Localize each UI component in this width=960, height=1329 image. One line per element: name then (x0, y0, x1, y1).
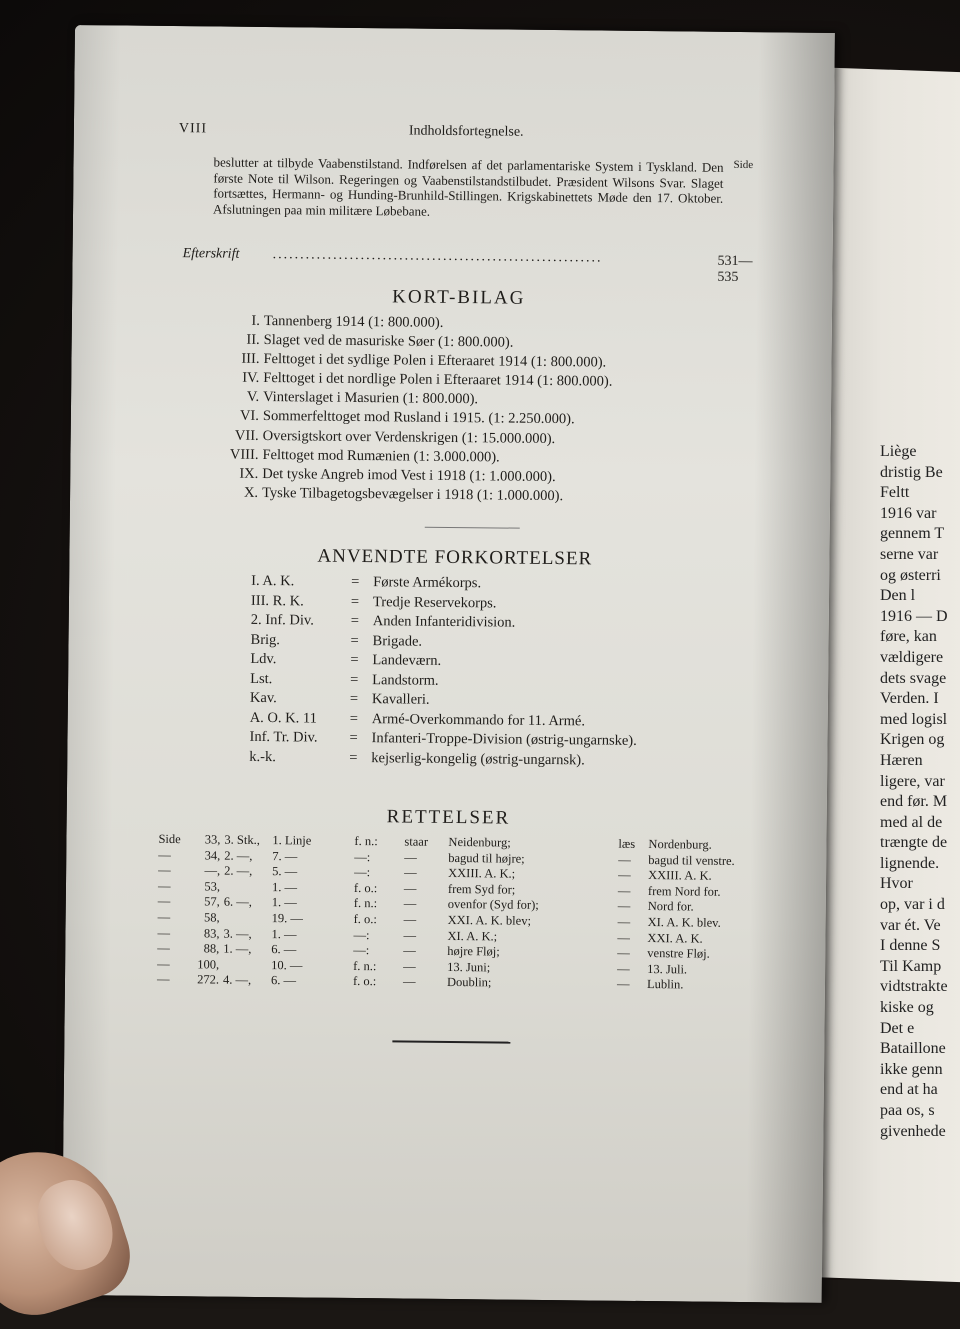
map-number: I. (220, 312, 260, 332)
equals-sign: = (350, 631, 358, 651)
errata-line: 1. Linje (272, 833, 312, 849)
facing-page-line: Til Kamp (880, 957, 960, 978)
errata-read-as: — (617, 961, 657, 977)
errata-side: — (158, 863, 188, 879)
errata-wrong-text: XI. A. K.; (447, 929, 617, 946)
abbreviation: I. A. K. (251, 572, 294, 592)
map-title: Oversigtskort over Verdenskrigen (1: 15.000.000). (263, 427, 556, 449)
equals-sign: = (351, 612, 359, 632)
errata-read-as: — (618, 915, 658, 931)
rettelser-heading: RETTELSER (387, 806, 511, 829)
book-page (62, 25, 835, 1303)
errata-line: 7. — (272, 849, 312, 865)
errata-reads: staar (404, 834, 454, 850)
facing-page-line: ligere, var (880, 772, 960, 793)
leader-dots: ............................................................ (273, 247, 713, 268)
facing-page-line: op, var i d (880, 895, 960, 916)
abbreviation-meaning: kejserlig-kongelig (østrig-ungarnsk). (371, 749, 585, 771)
errata-correct-text: Nordenburg. (648, 837, 828, 854)
facing-page-line: trængte de (880, 833, 960, 854)
end-rule (392, 1040, 510, 1043)
facing-page-line: givenhede (880, 1122, 960, 1143)
carryover-paragraph: beslutter at tilbyde Vaabenstilstand. Indførelsen af det parlamentariske System i Tyskland. Den første Note til Wilson. Regeringen og Vaabenstilstandstilbudet. Præsident Wilsons Svar. Slaget fortsættes, Hermann- og Hunding-Brunhild-Stillingen. Krigskabinettets Møde den 17. Oktober. Afslutningen paa min militære Løbebane. (213, 154, 724, 221)
map-number: V. (219, 388, 259, 408)
errata-paragraph: 3. —, (223, 926, 263, 942)
errata-reads: — (404, 881, 454, 897)
facing-page-line: Feltt (880, 483, 960, 504)
facing-page-line: og østerri (880, 566, 960, 587)
facing-page-line: Det e (880, 1019, 960, 1040)
errata-side: — (158, 894, 188, 910)
abbreviation: 2. Inf. Div. (251, 611, 314, 631)
errata-position: f. n.: (354, 834, 398, 850)
errata-position: f. n.: (353, 959, 397, 975)
errata-wrong-text: Doublin; (447, 975, 617, 992)
errata-paragraph: 2. —, (224, 848, 264, 864)
abbreviation: Kav. (250, 689, 277, 709)
facing-page-text (880, 442, 960, 1142)
errata-position: —: (353, 943, 397, 959)
abbreviation-meaning: Landeværn. (372, 651, 441, 671)
errata-wrong-text: højre Fløj; (447, 944, 617, 961)
errata-reads: — (403, 975, 453, 991)
errata-correct-text: XI. A. K. blev. (648, 915, 828, 932)
errata-position: —: (354, 850, 398, 866)
abbreviation: A. O. K. 11 (250, 708, 317, 728)
facing-page-line: Verden. I (880, 689, 960, 710)
errata-side: — (158, 879, 188, 895)
facing-page-line: Den l (880, 586, 960, 607)
errata-line: 1. — (272, 880, 312, 896)
errata-correct-text: Lublin. (647, 977, 827, 994)
errata-position: f. o.: (354, 881, 398, 897)
errata-wrong-text: 13. Juni; (447, 960, 617, 977)
map-title: Felttoget i det nordlige Polen i Efteraaret 1914 (1: 800.000). (263, 369, 612, 392)
errata-wrong-text: Neidenburg; (448, 835, 618, 852)
facing-page-line: dets svage (880, 669, 960, 690)
errata-paragraph: 2. —, (224, 864, 264, 880)
facing-page-line: Liège (880, 442, 960, 463)
errata-line: 6. — (271, 942, 311, 958)
equals-sign: = (350, 690, 358, 710)
errata-position: —: (354, 865, 398, 881)
errata-reads: — (404, 850, 454, 866)
abbreviation-meaning: Brigade. (372, 632, 422, 652)
errata-page: 58, (186, 910, 220, 926)
errata-paragraph: 1. —, (223, 942, 263, 958)
errata-wrong-text: frem Syd for; (448, 882, 618, 899)
errata-read-as: — (618, 868, 658, 884)
facing-page-line: var ét. Ve (880, 916, 960, 937)
facing-page-line: føre, kan (880, 627, 960, 648)
errata-wrong-text: XXI. A. K. blev; (448, 913, 618, 930)
errata-position: f. o.: (354, 912, 398, 928)
abbreviation-meaning: Kavalleri. (372, 690, 430, 710)
map-number: IX. (218, 464, 258, 484)
equals-sign: = (349, 748, 357, 768)
facing-page-line: I denne S (880, 936, 960, 957)
map-title: Felttoget i det sydlige Polen i Efteraaret 1914 (1: 800.000). (263, 350, 606, 373)
errata-page: —, (186, 863, 220, 879)
facing-page-line: end før. M (880, 792, 960, 813)
abbreviation: III. R. K. (251, 591, 304, 611)
errata-page: 100, (185, 957, 219, 973)
map-number: VII. (219, 426, 259, 446)
errata-page: 88, (185, 941, 219, 957)
errata-page: 34, (186, 848, 220, 864)
errata-position: —: (353, 928, 397, 944)
map-number: IV. (219, 369, 259, 389)
map-title: Felttoget mod Rumænien (1: 3.000.000). (262, 446, 499, 468)
errata-side: — (158, 848, 188, 864)
errata-line: 6. — (271, 973, 311, 989)
map-number: VI. (219, 407, 259, 427)
map-title: Tannenberg 1914 (1: 800.000). (264, 312, 444, 333)
equals-sign: = (350, 709, 358, 729)
errata-correct-text: XXIII. A. K. (648, 868, 828, 885)
abbreviation-meaning: Tredje Reservekorps. (373, 593, 497, 614)
errata-table (157, 832, 159, 988)
page-number: VIII (179, 121, 207, 137)
errata-read-as: — (618, 852, 658, 868)
errata-reads: — (404, 866, 454, 882)
errata-page: 272. (185, 973, 219, 989)
facing-page-line: vældigere (880, 648, 960, 669)
errata-side: Side (158, 832, 188, 848)
forkortelser-heading: ANVENDTE FORKORTELSER (317, 546, 592, 571)
errata-line: 1. — (271, 927, 311, 943)
errata-side: — (158, 910, 188, 926)
errata-read-as: — (617, 977, 657, 993)
errata-page: 33, (186, 832, 220, 848)
errata-read-as: — (617, 930, 657, 946)
facing-page-line: lignende. (880, 854, 960, 875)
map-title: Vinterslaget i Masurien (1: 800.000). (263, 388, 478, 409)
abbreviation-meaning: Landstorm. (372, 671, 439, 691)
abbreviation: Ldv. (250, 650, 276, 670)
errata-page: 53, (186, 879, 220, 895)
facing-page-line: Bataillone (880, 1039, 960, 1060)
errata-read-as: læs (618, 837, 658, 853)
errata-correct-text: Nord for. (648, 899, 828, 916)
errata-reads: — (403, 928, 453, 944)
errata-reads: — (404, 897, 454, 913)
errata-wrong-text: bagud til højre; (448, 851, 618, 868)
map-number: X. (218, 483, 258, 503)
facing-page-line: serne var (880, 545, 960, 566)
equals-sign: = (349, 729, 357, 749)
equals-sign: = (351, 592, 359, 612)
divider (425, 527, 520, 529)
facing-page-line: med al de (880, 813, 960, 834)
running-title: Indholdsfortegnelse. (409, 124, 524, 141)
errata-correct-text: 13. Juli. (647, 962, 827, 979)
abbreviation-meaning: Infanteri-Troppe-Division (østrig-ungarnske). (371, 729, 636, 751)
map-number: III. (219, 350, 259, 370)
map-number: VIII. (218, 445, 258, 465)
errata-line: 5. — (272, 864, 312, 880)
facing-page-line: med logisl (880, 710, 960, 731)
errata-position: f. n.: (354, 896, 398, 912)
errata-line: 19. — (272, 911, 312, 927)
map-number: II. (220, 331, 260, 351)
facing-page-line: gennem T (880, 524, 960, 545)
errata-position: f. o.: (353, 974, 397, 990)
errata-correct-text: XXI. A. K. (647, 931, 827, 948)
kort-bilag-list (220, 312, 222, 503)
abbreviation: Brig. (250, 630, 280, 650)
errata-wrong-text: ovenfor (Syd for); (448, 897, 618, 914)
errata-correct-text: bagud til venstre. (648, 853, 828, 870)
errata-paragraph: 6. —, (224, 895, 264, 911)
abbreviation-meaning: Anden Infanteridivision. (373, 612, 516, 633)
facing-page-line: kiske og (880, 998, 960, 1019)
facing-page-line: 1916 — D (880, 607, 960, 628)
facing-page-line: ikke genn (880, 1060, 960, 1081)
errata-side: — (157, 925, 187, 941)
errata-reads: — (403, 959, 453, 975)
errata-side: — (157, 972, 187, 988)
equals-sign: = (350, 670, 358, 690)
errata-read-as: — (618, 899, 658, 915)
efterskrift-label: Efterskrift (183, 246, 240, 262)
side-column-label: Side (734, 159, 754, 171)
facing-page-line: Hæren (880, 751, 960, 772)
errata-page: 57, (186, 895, 220, 911)
facing-page-line: Krigen og (880, 730, 960, 751)
errata-line: 10. — (271, 958, 311, 974)
errata-side: — (157, 941, 187, 957)
map-title: Det tyske Angreb imod Vest i 1918 (1: 1.000.000). (262, 465, 556, 487)
facing-page-line: 1916 var (880, 504, 960, 525)
errata-reads: — (404, 912, 454, 928)
abbreviation: k.-k. (249, 747, 276, 767)
equals-sign: = (350, 651, 358, 671)
errata-page: 83, (185, 926, 219, 942)
abbreviation-meaning: Armé-Overkommando for 11. Armé. (372, 710, 585, 732)
map-title: Slaget ved de masuriske Søer (1: 800.000). (264, 331, 514, 353)
facing-page-line: end at ha (880, 1080, 960, 1101)
efterskrift-pages: 531—535 (717, 254, 772, 287)
running-head (179, 121, 799, 127)
errata-correct-text: frem Nord for. (648, 884, 828, 901)
errata-read-as: — (617, 946, 657, 962)
facing-page-line: paa os, s (880, 1101, 960, 1122)
facing-page-line: dristig Be (880, 463, 960, 484)
errata-wrong-text: XXIII. A. K.; (448, 866, 618, 883)
errata-reads: — (403, 944, 453, 960)
errata-paragraph: 3. Stk., (224, 833, 264, 849)
equals-sign: = (351, 573, 359, 593)
kort-bilag-heading: KORT-BILAG (392, 286, 525, 309)
efterskrift-entry (183, 246, 773, 268)
abbreviations-list (249, 572, 251, 767)
abbreviation: Lst. (250, 669, 272, 689)
errata-correct-text: venstre Fløj. (647, 946, 827, 963)
map-title: Tyske Tilbagetogsbevægelser i 1918 (1: 1.000.000). (262, 484, 563, 506)
abbreviation: Inf. Tr. Div. (249, 728, 317, 748)
errata-paragraph: 4. —, (223, 973, 263, 989)
errata-line: 1. — (272, 895, 312, 911)
errata-side: — (157, 957, 187, 973)
facing-page-line: vidtstrakte (880, 977, 960, 998)
map-title: Sommerfelttoget mod Rusland i 1915. (1: 2.250.000). (263, 407, 575, 429)
facing-page-line: Hvor (880, 874, 960, 895)
abbreviation-meaning: Første Armékorps. (373, 573, 481, 594)
errata-read-as: — (618, 884, 658, 900)
